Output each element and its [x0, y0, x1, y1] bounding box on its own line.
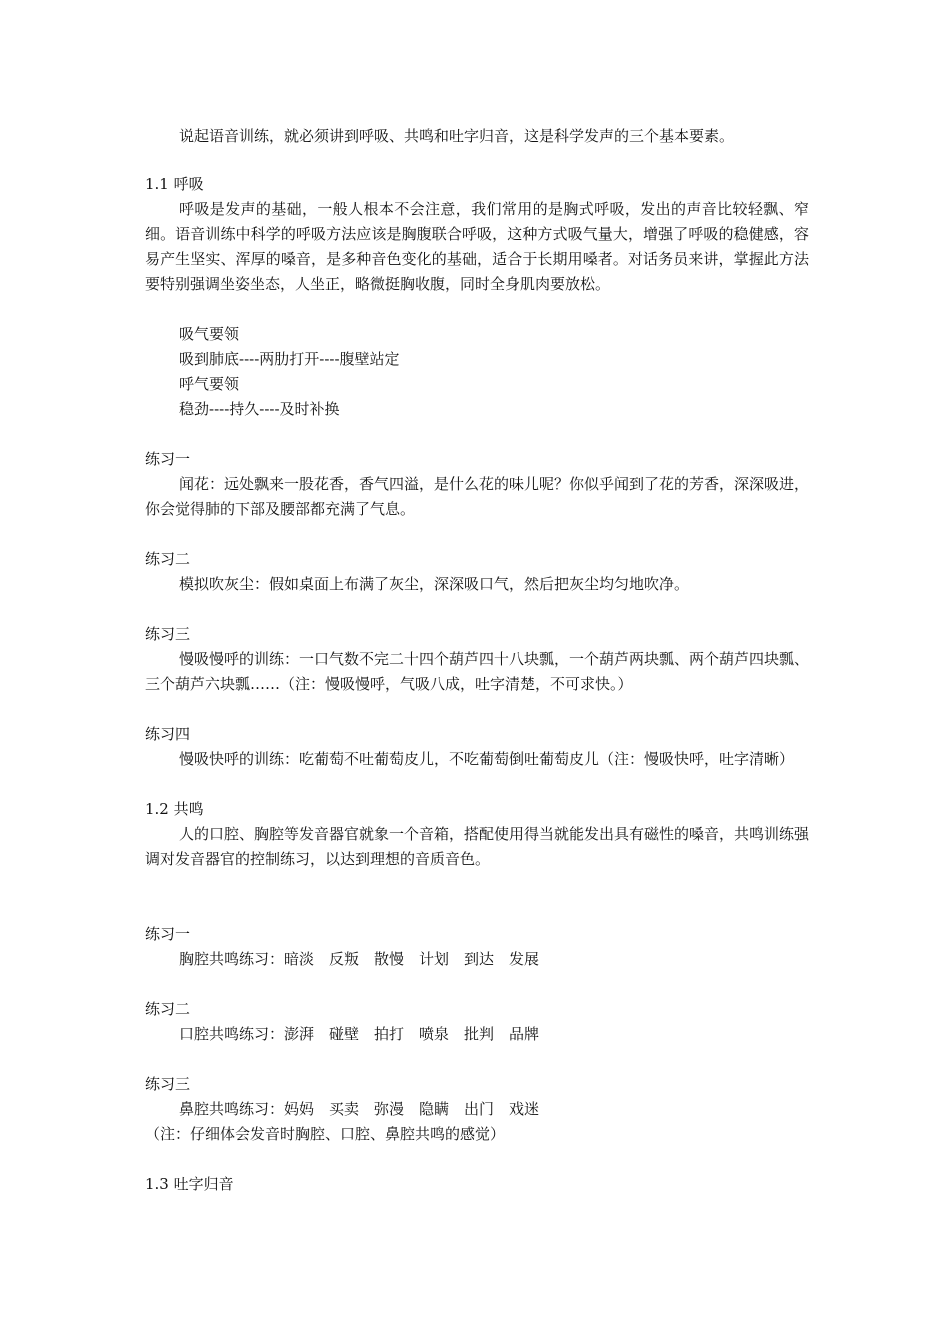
resonance-paragraph: 人的口腔、胸腔等发音器官就象一个音箱，搭配使用得当就能发出具有磁性的嗓音，共鸣训练强调对发音器官的控制练习，以达到理想的音质音色。 — [145, 825, 810, 868]
exercise-title: 练习四 — [145, 725, 191, 743]
exercise-text: 闻花：远处飘来一股花香，香气四溢，是什么花的味儿呢？你似乎闻到了花的芳香，深深吸进，你会觉得肺的下部及腰部都充满了气息。 — [145, 475, 810, 518]
intro-paragraph: 说起语音训练，就必须讲到呼吸、共鸣和吐字归音，这是科学发声的三个基本要素。 — [179, 127, 735, 145]
section-heading-breathing: 1.1 呼吸 — [145, 175, 204, 193]
exercise-title: 练习三 — [145, 625, 191, 643]
exercise-text: 慢吸慢呼的训练：一口气数不完二十四个葫芦四十八块瓢，一个葫芦两块瓢、两个葫芦四块瓢、三个葫芦六块瓢……（注：慢吸慢呼，气吸八成，吐字清楚，不可求快。） — [145, 650, 810, 693]
exercise-title: 练习一 — [145, 450, 191, 468]
exercise-title: 练习二 — [145, 550, 191, 568]
exercise-title: 练习一 — [145, 925, 191, 943]
exercise-text: 胸腔共鸣练习：暗淡 反叛 散慢 计划 到达 发展 — [179, 950, 540, 968]
inhale-key-title: 吸气要领 — [179, 325, 240, 343]
exhale-key-text: 稳劲----持久----及时补换 — [179, 400, 340, 418]
document-page — [145, 124, 809, 1197]
inhale-key-text: 吸到肺底----两肋打开----腹壁站定 — [179, 350, 400, 368]
breathing-paragraph: 呼吸是发声的基础，一般人根本不会注意，我们常用的是胸式呼吸，发出的声音比较轻飘、窄细。语音训练中科学的呼吸方法应该是胸腹联合呼吸，这种方式吸气量大，增强了呼吸的稳健感，容易产生坚实、浑厚的嗓音，是多种音色变化的基础，适合于长期用嗓者。对话务员来讲，掌握此方法要特别强调坐姿坐态，人坐正，略微挺胸收腹，同时全身肌肉要放松。 — [145, 200, 809, 293]
section-heading-articulation: 1.3 吐字归音 — [145, 1175, 234, 1193]
exhale-key-title: 呼气要领 — [179, 375, 240, 393]
exercise-text: 模拟吹灰尘：假如桌面上布满了灰尘，深深吸口气，然后把灰尘均匀地吹净。 — [179, 575, 690, 593]
exercise-text: 鼻腔共鸣练习：妈妈 买卖 弥漫 隐瞒 出门 戏迷 — [179, 1100, 540, 1118]
exercise-title: 练习二 — [145, 1000, 191, 1018]
resonance-note: （注：仔细体会发音时胸腔、口腔、鼻腔共鸣的感觉） — [145, 1125, 506, 1143]
exercise-title: 练习三 — [145, 1075, 191, 1093]
exercise-text: 口腔共鸣练习：澎湃 碰壁 拍打 喷泉 批判 品牌 — [179, 1025, 540, 1043]
exercise-text: 慢吸快呼的训练：吃葡萄不吐葡萄皮儿，不吃葡萄倒吐葡萄皮儿（注：慢吸快呼，吐字清晰） — [179, 750, 795, 768]
section-heading-resonance: 1.2 共鸣 — [145, 800, 204, 818]
